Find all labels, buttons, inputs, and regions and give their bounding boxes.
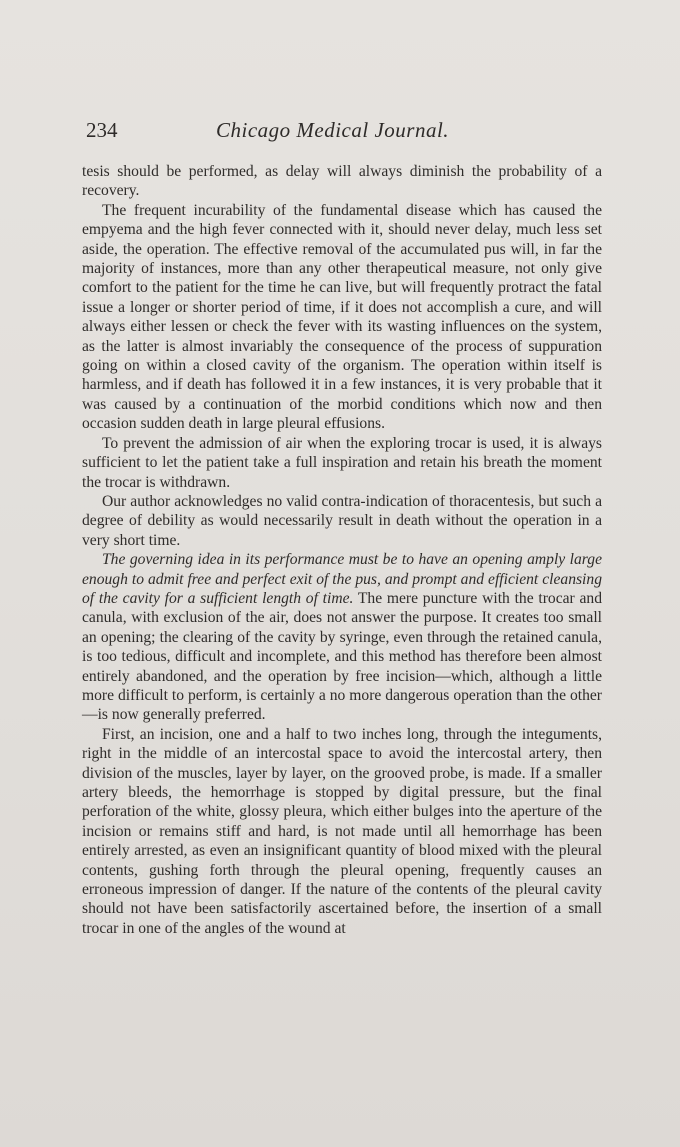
paragraph-text: Our author acknowledges no valid contra-indication of thoracentesis, but such a degree of debility as would necessarily result in death without the operation in a very short time. bbox=[82, 492, 602, 549]
italic-emphasis: The governing idea in its performance must be to have an opening amply large enough to admit free and perfect exit of the pus, and prompt and efficient cleansing of the cavity for a sufficient length of time. bbox=[82, 551, 602, 607]
paragraph-text: The frequent incurability of the fundamental disease which has caused the empyema and the high fever connected with it, should never delay, much less set aside, the operation. The effective removal of the accumulated pus will, in far the majority of instances, more than any other therapeutical measure, not only give comfort to the patient for the time he can live, but will frequently protract the fatal issue a longer or shorter period of time, if it does not accomplish a cure, and will always either lessen or check the fever with its wasting influences on the system, as the latter is almost invariably the consequence of the process of suppuration going on within a closed cavity of the organism. The operation within itself is harmless, and if death has followed it in a few instances, it is very probable that it was caused by a continuation of the morbid conditions which now and then occasion sudden death in large pleural effusions. bbox=[82, 201, 602, 433]
running-header bbox=[86, 118, 602, 148]
paragraph bbox=[82, 725, 602, 938]
paragraph bbox=[82, 434, 602, 492]
paragraph-continued bbox=[82, 162, 602, 201]
paragraph-text: The mere puncture with the trocar and canula, with exclusion of the air, does not answer the purpose. It creates too small an opening; the clearing of the cavity by syringe, even through the retained canula, is too tedious, difficult and incomplete, and this method has therefore been almost entirely abandoned, and the operation by free incision—which, although a little more difficult to perform, is certainly a no more dangerous operation than the other—is now generally preferred. bbox=[82, 589, 602, 724]
paragraph bbox=[82, 550, 602, 725]
paragraph-text: To prevent the admission of air when the exploring trocar is used, it is always sufficient to let the patient take a full inspiration and retain his breath the moment the trocar is withdrawn. bbox=[82, 434, 602, 491]
page-number: 234 bbox=[86, 118, 118, 142]
journal-title: Chicago Medical Journal. bbox=[216, 118, 450, 142]
article-body bbox=[82, 162, 602, 938]
paragraph-text: tesis should be performed, as delay will always diminish the probability of a recovery. bbox=[82, 163, 602, 200]
paragraph-text: First, an incision, one and a half to two inches long, through the integuments, right in the middle of an intercostal space to avoid the intercostal artery, then division of the muscles, layer by layer, on the grooved probe, is made. If a smaller artery bleeds, the hemorrhage is stopped by digital pressure, but the final perforation of the white, glossy pleura, which either bulges into the aperture of the incision or remains stiff and hard, is not made until all hemorrhage has been entirely arrested, as even an insignificant quantity of blood mixed with the pleural contents, gushing forth through the pleural opening, frequently causes an erroneous impression of danger. If the nature of the contents of the pleural cavity should not have been satisfactorily ascertained before, the insertion of a small trocar in one of the angles of the wound at bbox=[82, 725, 602, 937]
paragraph bbox=[82, 492, 602, 550]
paragraph bbox=[82, 201, 602, 434]
